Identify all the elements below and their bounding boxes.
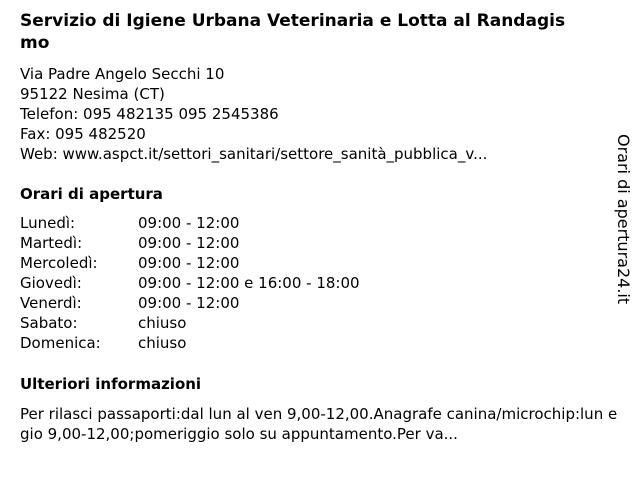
hours-day: Mercoledì: — [20, 254, 98, 272]
hours-heading: Orari di apertura — [20, 185, 163, 203]
watermark: Orari di apertura24.it — [614, 134, 633, 305]
hours-row — [20, 313, 360, 333]
page-title: Servizio di Igiene Urbana Veterinaria e Lotta al Randagismo — [20, 11, 566, 53]
hours-row — [20, 293, 360, 313]
hours-time: 09:00 - 12:00 — [138, 234, 240, 252]
hours-time: chiuso — [138, 314, 187, 332]
hours-day: Giovedì: — [20, 274, 82, 292]
hours-time: 09:00 - 12:00 — [138, 214, 240, 232]
hours-row — [20, 233, 360, 253]
address-phone: Telefon: 095 482135 095 2545386 — [20, 105, 279, 123]
content — [20, 10, 620, 164]
address-block — [20, 64, 620, 164]
hours-time: 09:00 - 12:00 — [138, 254, 240, 272]
hours-day: Sabato: — [20, 314, 78, 332]
hours-time: 09:00 - 12:00 e 16:00 - 18:00 — [138, 274, 360, 292]
hours-day: Lunedì: — [20, 214, 76, 232]
hours-row — [20, 253, 360, 273]
hours-day: Venerdì: — [20, 294, 82, 312]
hours-row — [20, 333, 360, 353]
info-text: Per rilasci passaporti:dal lun al ven 9,00-12,00.Anagrafe canina/microchip:lun e gio 9,00-12,00;pomeriggio solo su appuntamento.Per va... — [20, 405, 618, 443]
hours-time: chiuso — [138, 334, 187, 352]
address-street: Via Padre Angelo Secchi 10 — [20, 65, 225, 83]
address-fax: Fax: 095 482520 — [20, 125, 146, 143]
info-heading: Ulteriori informazioni — [20, 375, 202, 393]
address-city: 95122 Nesima (CT) — [20, 85, 165, 103]
address-web[interactable]: Web: www.aspct.it/settori_sanitari/settore_sanità_pubblica_v... — [20, 145, 488, 163]
hours-day: Domenica: — [20, 334, 101, 352]
hours-table — [20, 213, 360, 353]
hours-row — [20, 213, 360, 233]
hours-time: 09:00 - 12:00 — [138, 294, 240, 312]
hours-row — [20, 273, 360, 293]
hours-day: Martedì: — [20, 234, 83, 252]
